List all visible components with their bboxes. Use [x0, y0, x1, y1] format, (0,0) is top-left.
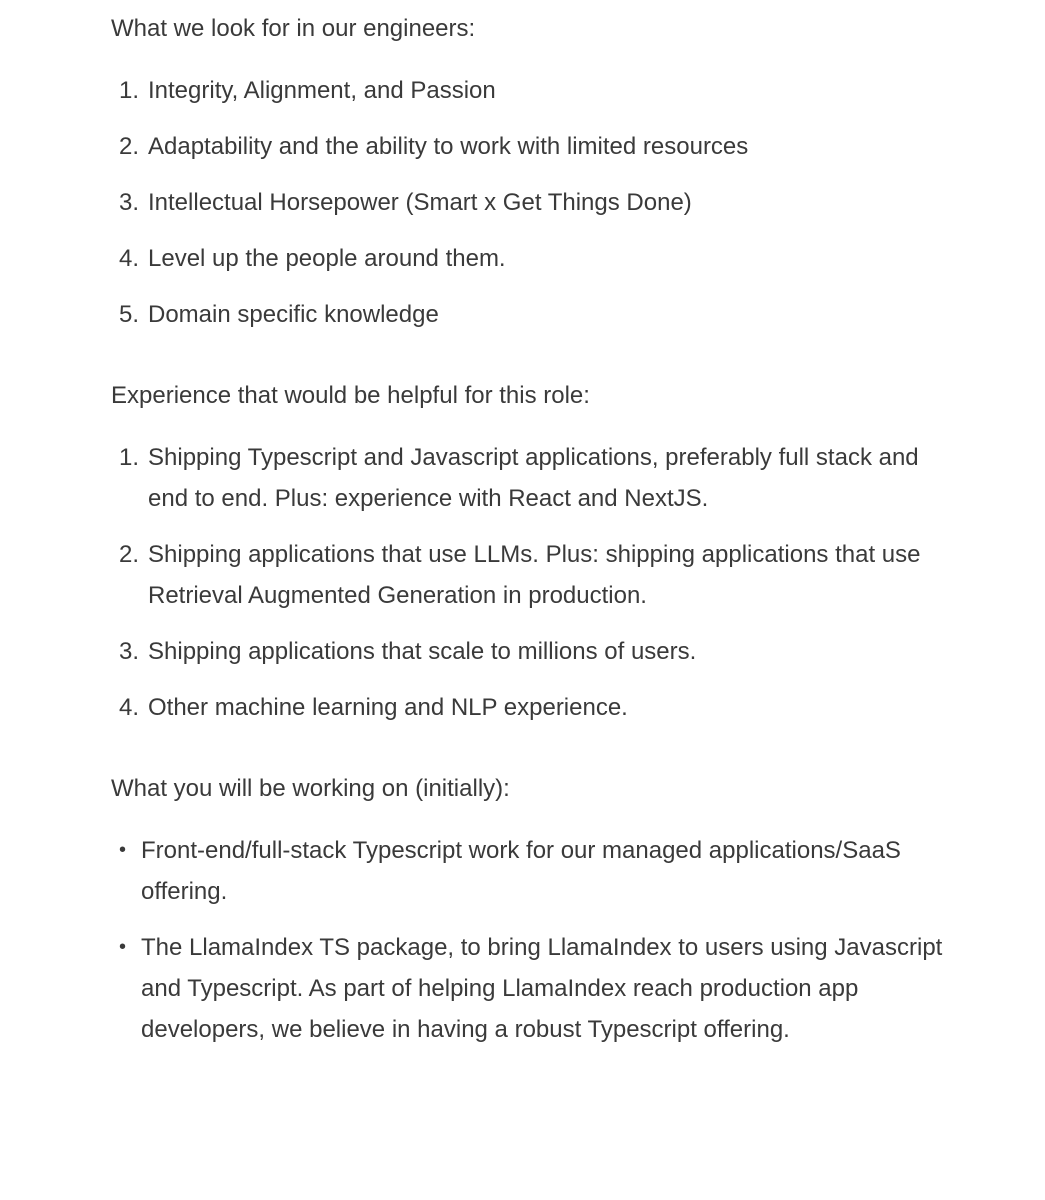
list-item: 4. Other machine learning and NLP experience.	[119, 694, 628, 721]
list-item: 1. Shipping Typescript and Javascript applications, preferably full stack and end to end. Plus: experience with React and NextJS.	[119, 444, 919, 512]
list-item: 2. Adaptability and the ability to work with limited resources	[119, 133, 749, 160]
list-item: 5. Domain specific knowledge	[119, 301, 439, 328]
list-item: 3. Shipping applications that scale to millions of users.	[119, 638, 697, 665]
list-item: 1. Integrity, Alignment, and Passion	[119, 77, 496, 104]
list-item: 4. Level up the people around them.	[119, 245, 506, 272]
section-heading-experience: Experience that would be helpful for this role:	[111, 382, 590, 409]
list-item: • The LlamaIndex TS package, to bring LlamaIndex to users using Javascript and Typescript. As part of helping LlamaIndex reach production app developers, we believe in having a robust Typescript offering.	[111, 927, 951, 1050]
engineer-qualities-list	[111, 70, 951, 335]
section-heading-work: What you will be working on (initially):	[111, 775, 510, 802]
section-heading-engineers: What we look for in our engineers:	[111, 15, 476, 42]
bullet-icon: •	[119, 839, 127, 861]
job-description	[111, 12, 951, 1065]
experience-list	[111, 437, 951, 728]
list-item: • Front-end/full-stack Typescript work for our managed applications/SaaS offering.	[111, 830, 951, 912]
list-item: 3. Intellectual Horsepower (Smart x Get Things Done)	[119, 189, 692, 216]
list-item: 2. Shipping applications that use LLMs. Plus: shipping applications that use Retrieval Augmented Generation in production.	[119, 541, 921, 609]
bullet-icon: •	[119, 936, 127, 958]
work-items-list	[111, 830, 951, 1050]
